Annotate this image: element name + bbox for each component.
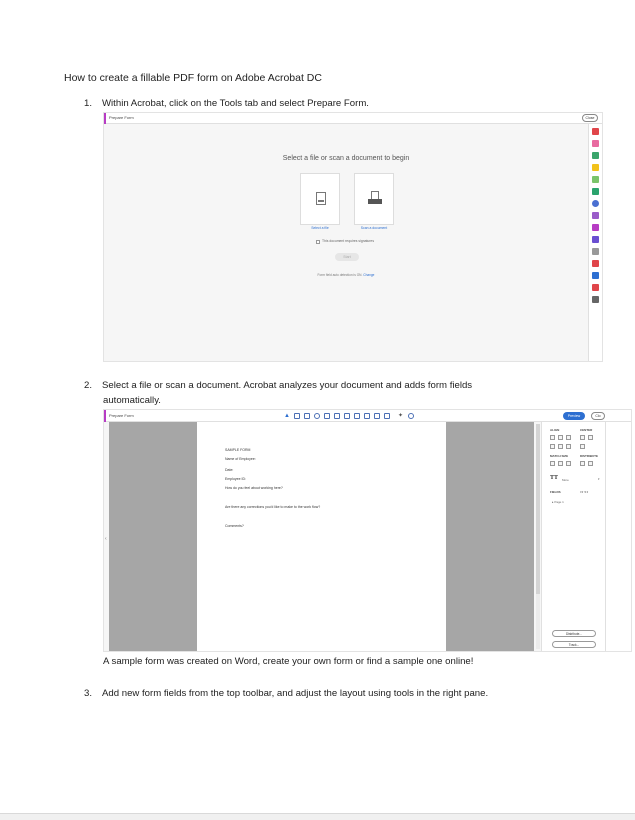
combine-icon[interactable] xyxy=(592,176,599,183)
form-line-comments: Comments? xyxy=(225,524,244,528)
form-page xyxy=(197,422,446,651)
prepare-form-editor-screenshot xyxy=(103,409,632,652)
align-hcenter-icon[interactable] xyxy=(558,444,563,449)
match-both-icon[interactable] xyxy=(566,461,571,466)
match-size-heading: MATCH SIZE xyxy=(550,454,569,458)
step-2 xyxy=(84,378,472,393)
select-file-tile[interactable] xyxy=(300,173,340,225)
screenshot-caption: A sample form was created on Word, create your own form or find a sample one online! xyxy=(103,656,474,667)
collapse-left-icon[interactable]: ‹ xyxy=(105,536,107,542)
rich-media-icon[interactable] xyxy=(592,260,599,267)
step-number: 2. xyxy=(84,380,93,391)
distribute-vertical-icon[interactable] xyxy=(588,461,593,466)
canvas-gutter-right xyxy=(446,422,534,651)
organize-icon[interactable] xyxy=(592,188,599,195)
page-footer-strip xyxy=(0,813,635,820)
fields-heading: FIELDS xyxy=(550,490,561,494)
radio-button-icon[interactable] xyxy=(314,413,320,419)
step-text: Select a file or scan a document. Acrobat analyzes your document and adds form fields xyxy=(102,380,473,391)
help-icon[interactable] xyxy=(408,413,414,419)
close-button[interactable]: Close xyxy=(582,114,598,122)
date-field-icon[interactable] xyxy=(364,413,370,419)
start-button[interactable]: Start xyxy=(335,253,359,261)
align-top-icon[interactable] xyxy=(566,435,571,440)
prepare-form-start-screenshot xyxy=(103,112,603,362)
text-properties-icon[interactable]: TT xyxy=(550,475,559,481)
step-1 xyxy=(84,96,369,111)
protect-icon[interactable] xyxy=(592,200,599,207)
track-button[interactable]: Track... xyxy=(552,641,596,648)
fields-sort-icon[interactable]: ≡▾ ⇅▾ xyxy=(580,490,589,494)
distribute-heading: DISTRIBUTE xyxy=(580,454,598,458)
align-heading: ALIGN xyxy=(550,428,560,432)
change-link[interactable]: Change xyxy=(363,273,375,277)
more-tools-icon[interactable] xyxy=(592,248,599,255)
align-vcenter-icon[interactable] xyxy=(566,444,571,449)
start-heading: Select a file or scan a document to begin xyxy=(282,155,410,162)
pin-icon[interactable]: ✦ xyxy=(398,413,404,419)
prepare-form-icon[interactable] xyxy=(592,224,599,231)
align-left-icon[interactable] xyxy=(550,435,555,440)
select-cursor-icon[interactable]: ▲ xyxy=(284,413,290,419)
scan-document-tile[interactable] xyxy=(354,173,394,225)
scrollbar-thumb[interactable] xyxy=(536,424,540,594)
center-vertical-icon[interactable] xyxy=(588,435,593,440)
export-pdf-icon[interactable] xyxy=(592,128,599,135)
center-horizontal-icon[interactable] xyxy=(580,435,585,440)
requires-signatures-checkbox[interactable] xyxy=(316,240,320,244)
requires-signatures-label: This document requires signatures xyxy=(322,239,375,243)
center-heading: CENTER xyxy=(580,428,593,432)
form-line-date: Date: xyxy=(225,468,234,472)
tools-rail xyxy=(588,124,602,361)
toolbar-label: Prepare Form xyxy=(109,115,134,120)
edit-pdf-icon[interactable] xyxy=(592,140,599,147)
tools-rail xyxy=(605,422,632,651)
compare-icon[interactable] xyxy=(592,272,599,279)
step-3 xyxy=(84,686,488,701)
signature-field-icon[interactable] xyxy=(384,413,390,419)
close-button[interactable]: Clo xyxy=(591,412,605,420)
comment-icon[interactable] xyxy=(592,164,599,171)
image-field-icon[interactable] xyxy=(354,413,360,419)
fill-sign-icon[interactable] xyxy=(592,212,599,219)
right-pane xyxy=(541,422,605,651)
align-bottom-icon[interactable] xyxy=(550,444,555,449)
more-label[interactable]: More xyxy=(562,478,569,482)
certificates-icon[interactable] xyxy=(592,296,599,303)
step-2-continued xyxy=(103,393,161,408)
send-for-signature-icon[interactable] xyxy=(592,236,599,243)
document-title: How to create a fillable PDF form on Adobe Acrobat DC xyxy=(64,72,322,84)
select-file-link[interactable]: Select a file xyxy=(311,226,329,230)
file-icon xyxy=(316,192,326,205)
toolbar-label: Prepare Form xyxy=(109,413,134,418)
match-width-icon[interactable] xyxy=(550,461,555,466)
preview-button[interactable]: Preview xyxy=(563,412,585,420)
step-text: automatically. xyxy=(103,395,161,406)
toolbar xyxy=(104,113,602,124)
distribute-button[interactable]: Distribute... xyxy=(552,630,596,637)
form-line-employee-id: Employee ID: xyxy=(225,477,247,481)
step-number: 3. xyxy=(84,688,93,699)
button-field-icon[interactable] xyxy=(344,413,350,419)
form-line-question-2: Are there any corrections you'd like to make to the work flow? xyxy=(225,505,321,509)
toolbar-accent xyxy=(104,113,106,124)
step-number: 1. xyxy=(84,98,93,109)
scan-document-link[interactable]: Scan a document xyxy=(360,226,388,230)
toolbar xyxy=(104,410,631,422)
checkbox-field-icon[interactable] xyxy=(304,413,310,419)
step-text: Within Acrobat, click on the Tools tab and select Prepare Form. xyxy=(102,98,369,109)
toolbar-accent xyxy=(104,410,106,422)
canvas-gutter-left xyxy=(109,422,197,651)
distribute-horizontal-icon[interactable] xyxy=(580,461,585,466)
fields-tree-page[interactable]: ▸ Page 1 xyxy=(552,500,564,504)
text-field-icon[interactable] xyxy=(294,413,300,419)
list-box-icon[interactable] xyxy=(324,413,330,419)
form-line-question-1: How do you feel about working here? xyxy=(225,486,283,490)
barcode-field-icon[interactable] xyxy=(374,413,380,419)
form-line-name: Name of Employee: xyxy=(225,457,256,461)
redact-icon[interactable] xyxy=(592,284,599,291)
create-pdf-icon[interactable] xyxy=(592,152,599,159)
dropdown-field-icon[interactable] xyxy=(334,413,340,419)
vertical-scrollbar[interactable] xyxy=(536,424,540,649)
more-chevron-icon[interactable]: ▾ xyxy=(598,477,600,481)
match-height-icon[interactable] xyxy=(558,461,563,466)
align-right-icon[interactable] xyxy=(558,435,563,440)
step-text: Add new form fields from the top toolbar, and adjust the layout using tools in the right pane. xyxy=(102,688,489,699)
auto-detection-note: Form field auto detection is ON. Change xyxy=(317,273,375,277)
form-title: SAMPLE FORM xyxy=(225,448,251,452)
center-both-icon[interactable] xyxy=(580,444,585,449)
scanner-icon xyxy=(368,191,382,205)
